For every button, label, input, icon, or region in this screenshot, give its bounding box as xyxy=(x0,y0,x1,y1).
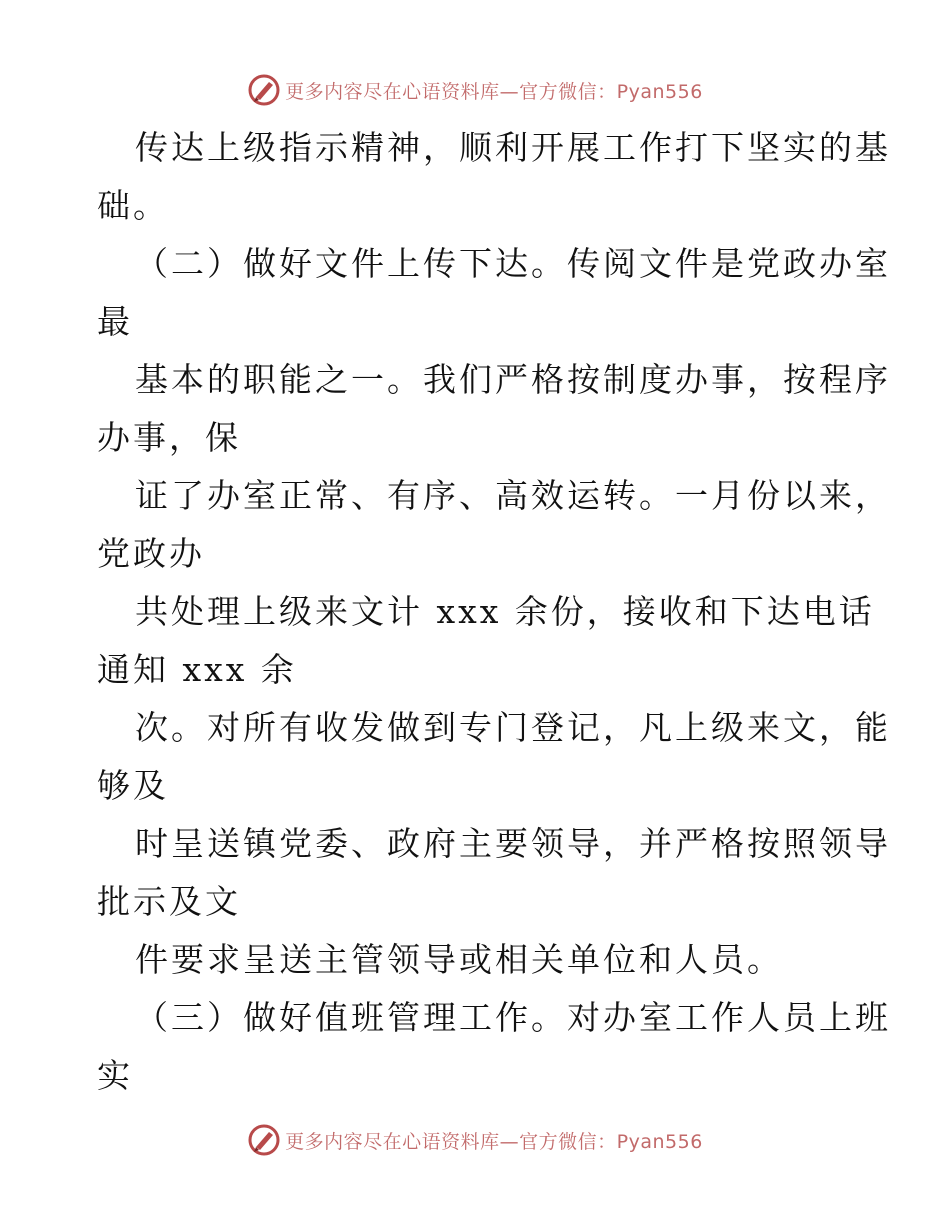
text-line: 实 xyxy=(97,1056,133,1095)
text-line: 党政办 xyxy=(97,534,205,573)
pen-seal-icon xyxy=(247,1123,281,1157)
text-line: 通知 xxx 余 xyxy=(97,650,297,689)
text-line: 证了办室正常、有序、高效运转。一月份以来， xyxy=(135,476,891,515)
pen-seal-icon xyxy=(247,73,281,107)
header-watermark xyxy=(0,70,950,110)
text-line: 基本的职能之一。我们严格按制度办事，按程序 xyxy=(135,360,891,399)
text-line: 批示及文 xyxy=(97,882,241,921)
text-line: 传达上级指示精神，顺利开展工作打下坚实的基 xyxy=(135,128,891,167)
text-line: （三）做好值班管理工作。对办室工作人员上班 xyxy=(135,998,891,1037)
watermark-text: 更多内容尽在心语资料库—官方微信：Pyan556 xyxy=(285,1130,703,1153)
text-line: （二）做好文件上传下达。传阅文件是党政办室 xyxy=(135,244,891,283)
footer-watermark xyxy=(0,1120,950,1160)
text-line: 够及 xyxy=(97,766,169,805)
text-line: 次。对所有收发做到专门登记，凡上级来文，能 xyxy=(135,708,891,747)
text-line: 最 xyxy=(97,302,133,341)
watermark-text: 更多内容尽在心语资料库—官方微信：Pyan556 xyxy=(285,80,703,103)
text-line: 础。 xyxy=(97,186,169,225)
text-line: 办事，保 xyxy=(97,418,241,457)
text-line: 时呈送镇党委、政府主要领导，并严格按照领导 xyxy=(135,824,891,863)
text-line: 共处理上级来文计 xxx 余份，接收和下达电话 xyxy=(135,592,875,631)
text-line: 件要求呈送主管领导或相关单位和人员。 xyxy=(135,940,783,979)
